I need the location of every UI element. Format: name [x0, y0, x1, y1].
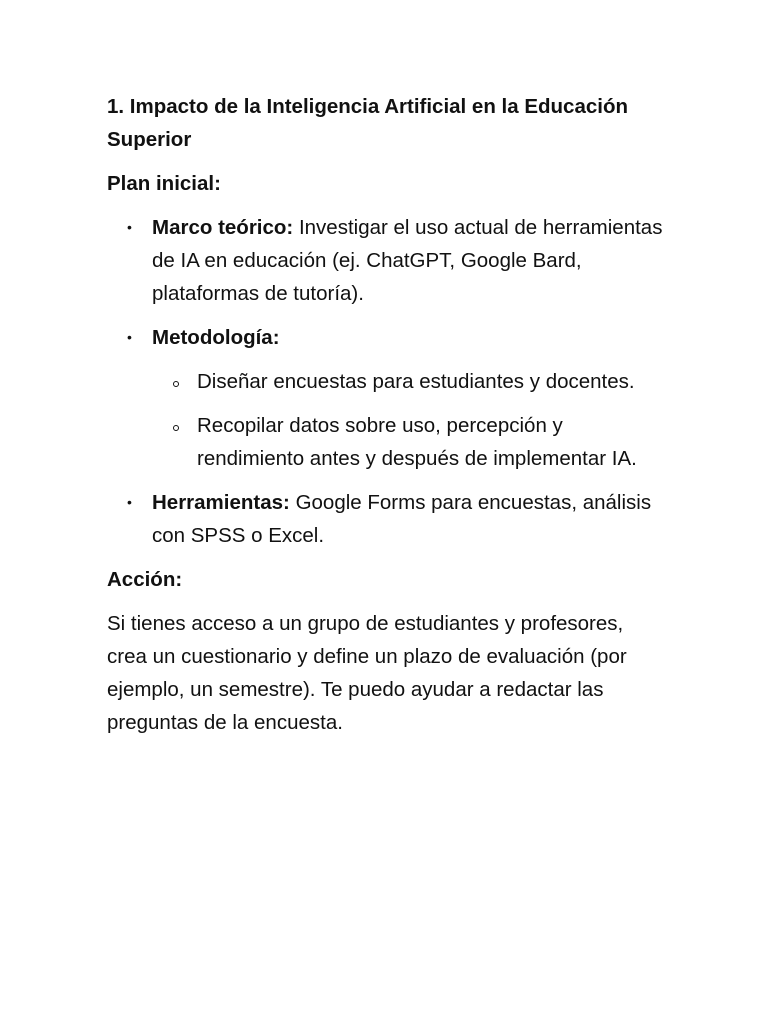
- plan-label: Plan inicial:: [107, 172, 221, 195]
- bullet-text: Investigar el uso actual de herramientas de IA en educación (ej. ChatGPT, Google Bard, plataformas de tutoría).: [152, 216, 663, 305]
- sub-item-recopilar-datos: Recopilar datos sobre uso, percepción y rendimiento antes y después de implementar IA.: [152, 409, 667, 475]
- bullet-term: Metodología:: [152, 326, 280, 349]
- metodologia-sub-list: [152, 365, 667, 475]
- action-label: Acción:: [107, 568, 183, 591]
- bullet-term: Marco teórico:: [152, 216, 294, 239]
- bullet-herramientas: [107, 486, 667, 552]
- document-page: [107, 90, 667, 739]
- bullet-metodologia: [107, 321, 667, 475]
- action-paragraph: Si tienes acceso a un grupo de estudiantes y profesores, crea un cuestionario y define un plazo de evaluación (por ejemplo, un semestre). Te puedo ayudar a redactar las preguntas de la encuesta.: [107, 612, 627, 734]
- bullet-marco-teorico: [107, 211, 667, 310]
- document-heading: 1. Impacto de la Inteligencia Artificial en la Educación Superior: [107, 95, 628, 151]
- sub-item-encuestas: Diseñar encuestas para estudiantes y docentes.: [152, 365, 667, 398]
- plan-bullet-list: [107, 211, 667, 552]
- bullet-text: Google Forms para encuestas, análisis con SPSS o Excel.: [152, 491, 652, 547]
- bullet-term: Herramientas:: [152, 491, 290, 514]
